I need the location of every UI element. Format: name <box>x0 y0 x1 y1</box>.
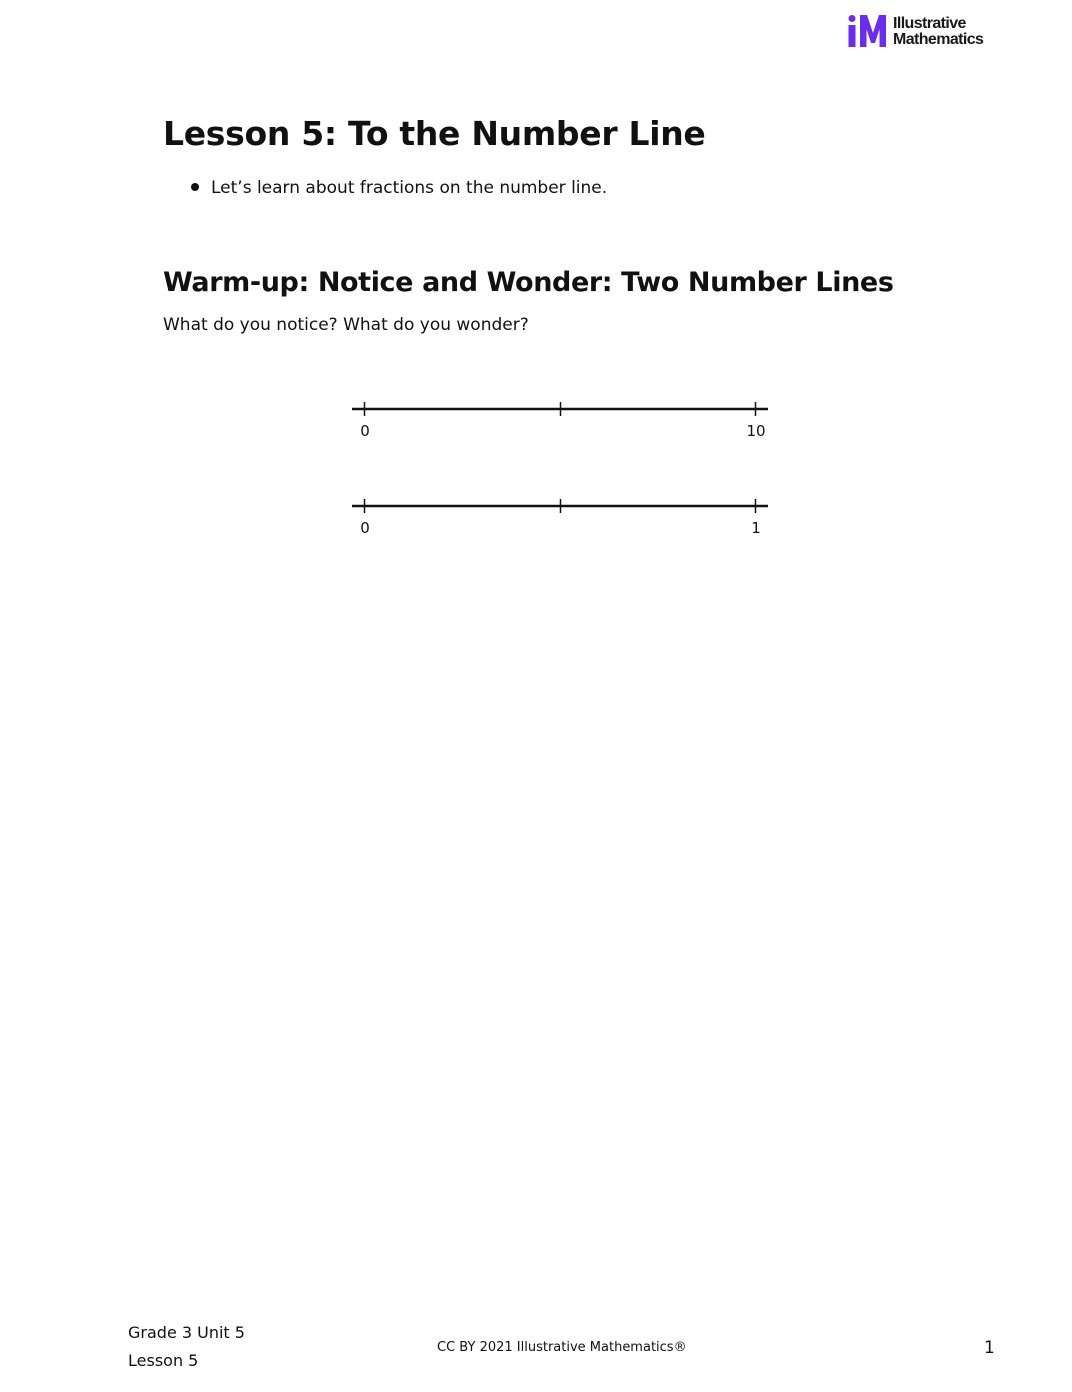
logo-line-1: Illustrative <box>893 15 966 32</box>
page-number: 1 <box>984 1338 995 1358</box>
tick-label-start: 0 <box>360 519 370 537</box>
number-line-0-to-10 <box>340 398 780 448</box>
learning-goal-item <box>191 176 607 200</box>
footer-license: CC BY 2021 Illustrative Mathematics® <box>437 1340 687 1355</box>
im-logo-icon <box>848 15 888 49</box>
logo-line-2: Mathematics <box>893 31 984 48</box>
warmup-title: Warm-up: Notice and Wonder: Two Number Lines <box>163 267 894 298</box>
lesson-title: Lesson 5: To the Number Line <box>163 114 706 153</box>
logo-wordmark <box>893 16 983 48</box>
warmup-prompt: What do you notice? What do you wonder? <box>163 315 529 335</box>
number-line-0-to-1 <box>340 495 780 545</box>
illustrative-mathematics-logo <box>848 15 983 49</box>
tick-label-end: 10 <box>746 422 766 440</box>
footer-lesson: Lesson 5 <box>128 1351 199 1370</box>
bullet-icon <box>191 183 199 191</box>
tick-label-end: 1 <box>751 519 761 537</box>
learning-goals <box>191 176 607 200</box>
tick-label-start: 0 <box>360 422 370 440</box>
footer-course: Grade 3 Unit 5 <box>128 1323 245 1342</box>
learning-goal-text: Let’s learn about fractions on the number line. <box>211 178 608 198</box>
